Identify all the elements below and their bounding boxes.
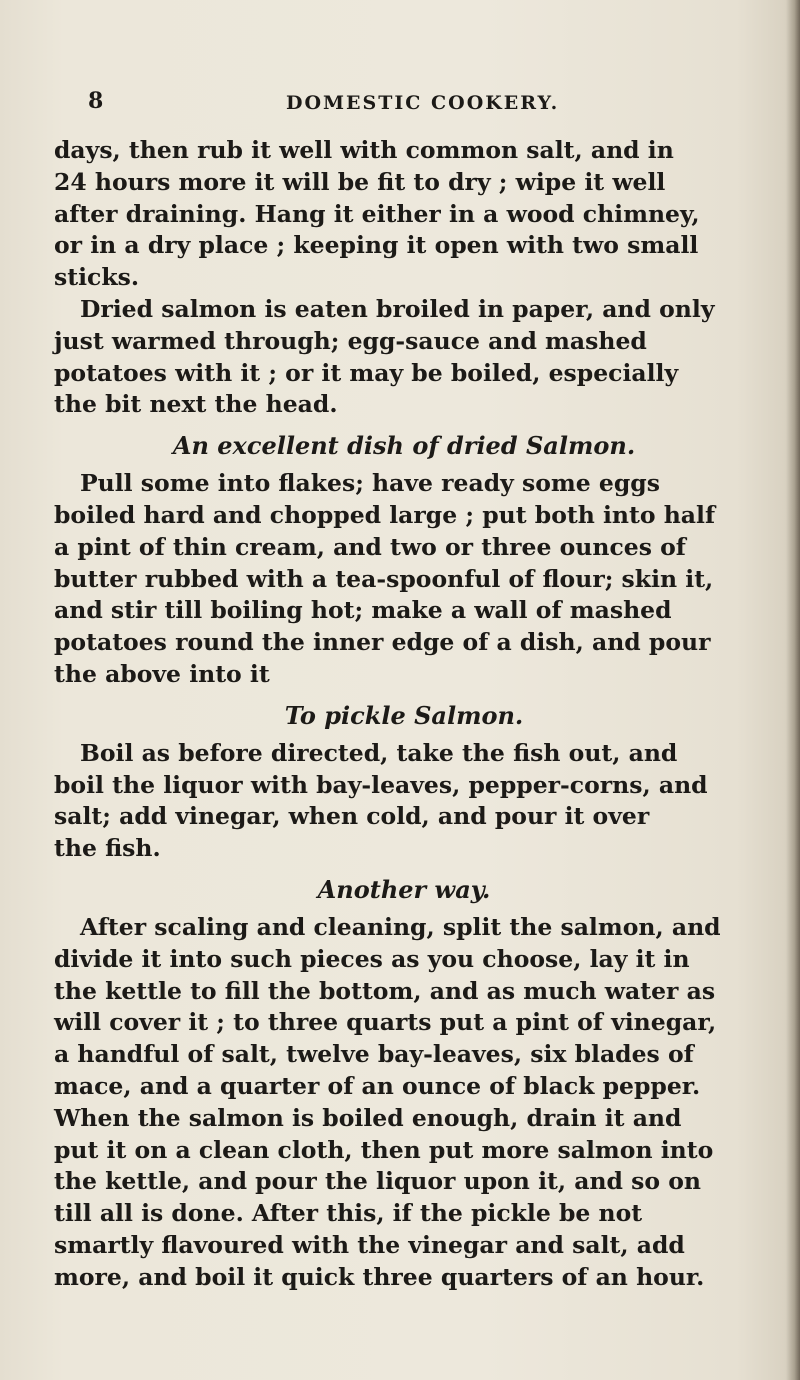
running-title: DOMESTIC COOKERY. [286, 92, 560, 114]
text-line: the kettle, and pour the liquor upon it, and so on [54, 1167, 701, 1196]
text-line: or in a dry place ; keeping it open with two small [54, 231, 699, 260]
text-line: After scaling and cleaning, split the salmon, and [80, 912, 721, 941]
text-line: mace, and a quarter of an ounce of black pepper. [54, 1071, 701, 1100]
text-line: boil the liquor with bay-leaves, pepper-corns, and [54, 770, 708, 799]
text-line: days, then rub it well with common salt, and in [54, 136, 674, 164]
text-line: potatoes round the inner edge of a dish, and pour [54, 628, 711, 657]
text-line: potatoes with it ; or it may be boiled, especially [54, 358, 679, 387]
running-head [88, 88, 728, 118]
page-number: 8 [88, 88, 104, 114]
text-line: divide it into such pieces as you choose, lay it in [54, 944, 690, 973]
paragraph-another-way [54, 912, 784, 1294]
text-line: the above into it [54, 659, 270, 688]
text-line: the fish. [54, 834, 161, 863]
text-line: more, and boil it quick three quarters of an hour. [54, 1262, 705, 1291]
recipe-heading: Another way. [317, 874, 491, 904]
body-text [54, 135, 784, 1294]
text-line: put it on a clean cloth, then put more salmon into [54, 1135, 714, 1164]
text-line: butter rubbed with a tea-spoonful of flour; skin it, [54, 564, 714, 593]
text-line: 24 hours more it will be fit to dry ; wipe it well [54, 167, 666, 196]
text-line: will cover it ; to three quarts put a pint of vinegar, [54, 1008, 717, 1037]
text-line: Dried salmon is eaten broiled in paper, and only [80, 294, 715, 323]
text-line: and stir till boiling hot; make a wall of mashed [54, 596, 672, 625]
paragraph-excellent-dish [54, 468, 784, 691]
paragraph-pickle-salmon [54, 738, 784, 865]
text-line: Boil as before directed, take the fish out, and [80, 738, 678, 767]
text-line: after draining. Hang it either in a wood chimney, [54, 199, 700, 228]
text-line: sticks. [54, 263, 140, 292]
paragraph-continuation [54, 135, 784, 294]
text-line: smartly flavoured with the vinegar and salt, add [54, 1230, 685, 1259]
text-line: salt; add vinegar, when cold, and pour it over [54, 802, 650, 831]
page-edge-shadow [786, 0, 800, 1380]
text-line: the bit next the head. [54, 390, 338, 419]
text-line: the kettle to fill the bottom, and as much water as [54, 976, 716, 1005]
recipe-heading: To pickle Salmon. [284, 700, 524, 730]
paragraph-dried-salmon [54, 294, 784, 421]
text-line: a handful of salt, twelve bay-leaves, six blades of [54, 1040, 694, 1069]
text-line: a pint of thin cream, and two or three ounces of [54, 532, 686, 561]
text-line: just warmed through; egg-sauce and mashed [54, 326, 647, 355]
recipe-heading: An excellent dish of dried Salmon. [172, 431, 636, 461]
text-line: till all is done. After this, if the pickle be not [54, 1199, 643, 1228]
text-line: boiled hard and chopped large ; put both into half [54, 500, 716, 529]
text-line: When the salmon is boiled enough, drain it and [54, 1103, 682, 1132]
text-line: Pull some into flakes; have ready some eggs [80, 469, 660, 498]
